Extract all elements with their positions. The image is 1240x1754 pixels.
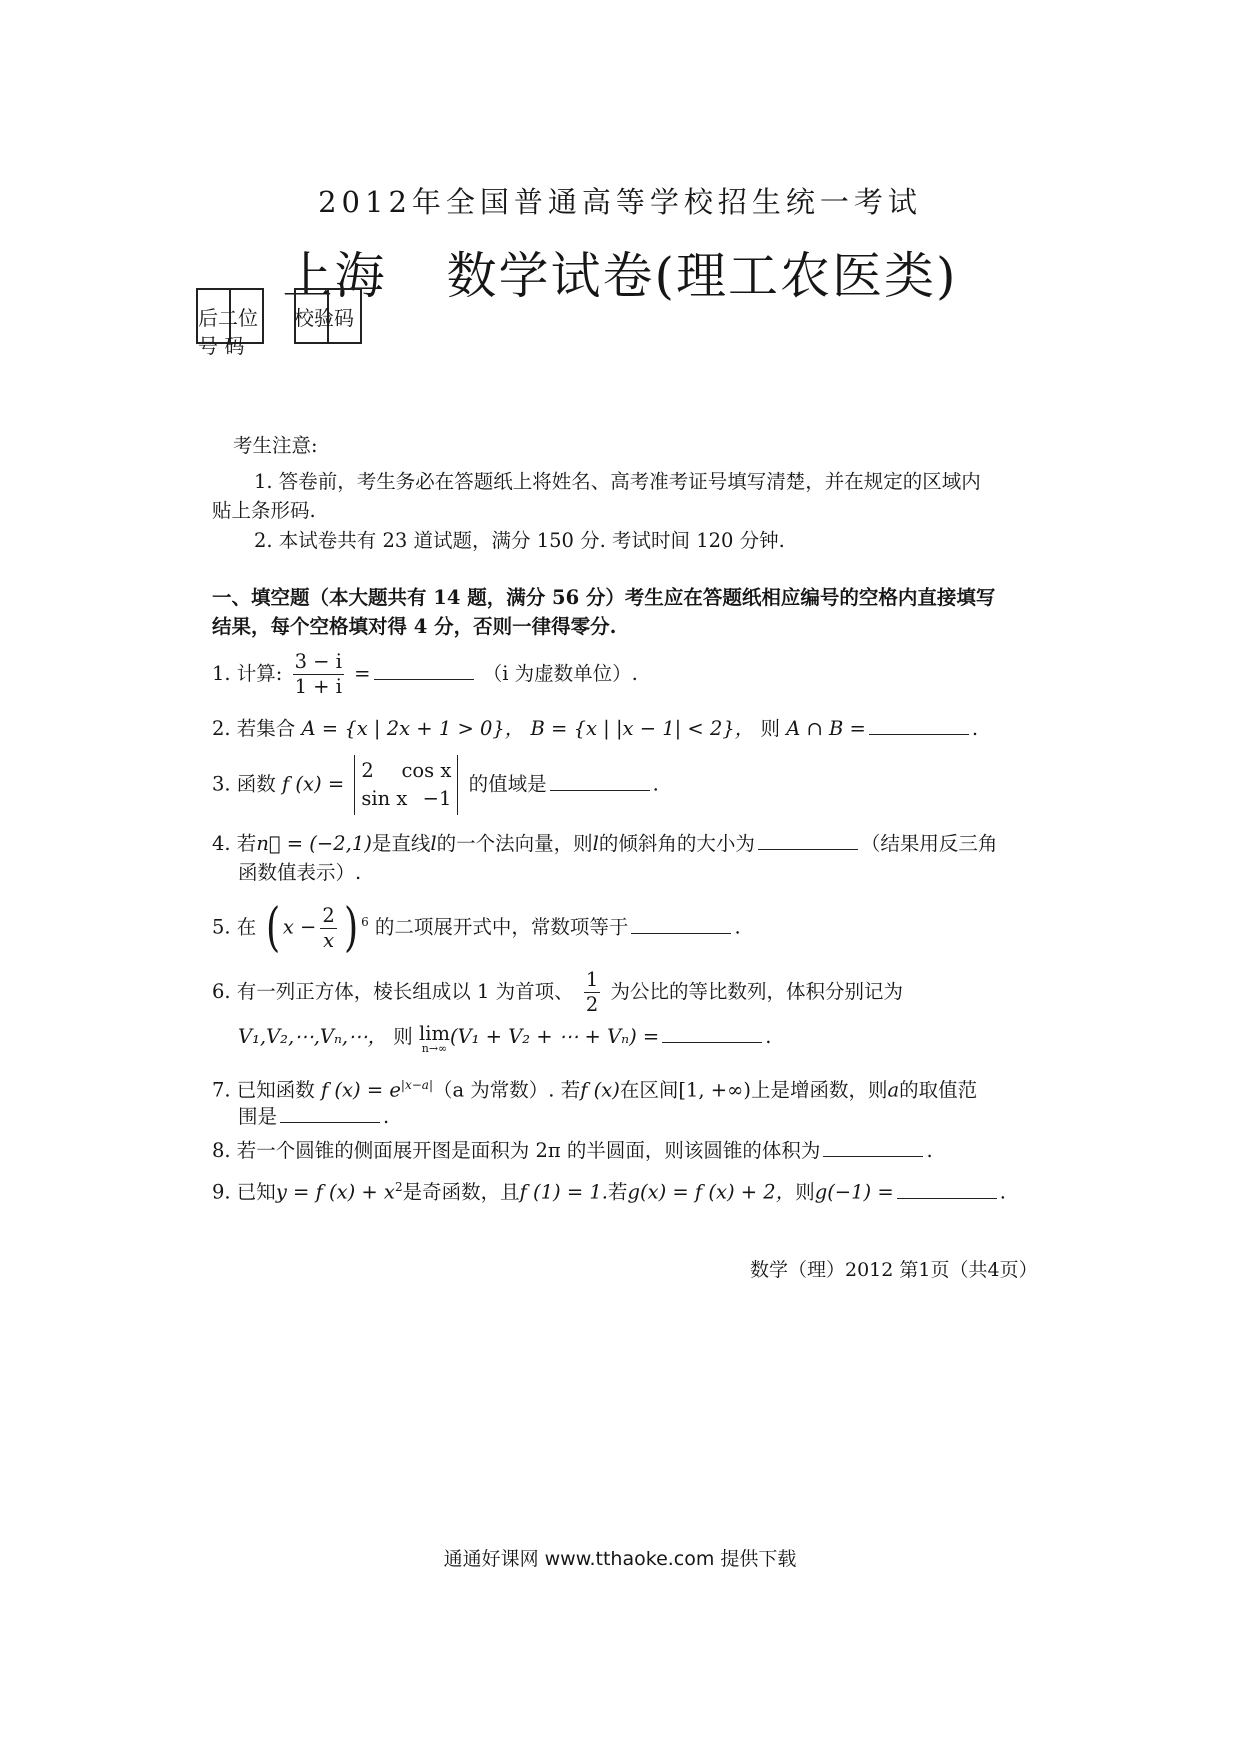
q6-answer-blank[interactable]: [662, 1024, 762, 1043]
exam-title: [0, 236, 1240, 308]
question-2: 2. 若集合 A = {x | 2x + 1 > 0}， B = {x | |x − 1| < 2}， 则 A ∩ B = .: [212, 717, 979, 740]
q1-answer-blank[interactable]: [374, 661, 474, 680]
notice-item-1: 1. 答卷前，考生务必在答题纸上将姓名、高考准考证号填写清楚，并在规定的区域内: [254, 470, 981, 493]
question-9: 9. 已知y = f $(x) + x^2$是奇函数，且f (1) = 1.若g(x) = f (x) + 2，则g(−1) = .: [212, 1180, 1006, 1204]
question-5: 5. 在 ( x − $\frac{2}{x}$ ) $^6$ 的二项展开式中，常数项等于 .: [212, 898, 741, 958]
q5-answer-blank[interactable]: [631, 915, 731, 934]
question-6: 6. 有一列正方体，棱长组成以 1 为首项、 $\frac{1}{2}$ 为公比的等比数列，体积分别记为: [212, 968, 903, 1016]
q2-answer-blank[interactable]: [869, 716, 969, 735]
q3-answer-blank[interactable]: [550, 772, 650, 791]
page-footer: 数学（理）2012 第1页（共4页）: [750, 1259, 1038, 1281]
question-7: 7. 已知函数 f $(x) = e^{|x-a|}(a$ 为常数）. 若f (x)在区间[1, +∞)上是增函数，则a的取值范: [212, 1078, 978, 1102]
title-region: 上海: [282, 247, 387, 305]
q3-determinant: 2 cos x sin x −1: [354, 755, 458, 815]
question-4-cont: 函数值表示）.: [238, 861, 362, 884]
q1-fraction: $\frac{3 - i}{1 + i}$: [294, 650, 342, 698]
id-digit-label: 后二位 号 码: [198, 306, 258, 358]
q8-answer-blank[interactable]: [823, 1138, 923, 1157]
section-1-instructions: 一、填空题（本大题共有 14 题，满分 56 分）考生应在答题纸相应编号的空格内直接填写: [212, 586, 996, 609]
q9-answer-blank[interactable]: [897, 1180, 997, 1199]
q7-answer-blank[interactable]: [280, 1104, 380, 1123]
question-3: 3. 函数 f (x) = 2 cos x sin x −1 的值域是 .: [212, 755, 1032, 815]
title-main: 数学试卷(理工农医类): [446, 247, 958, 305]
question-8: 8. 若一个圆锥的侧面展开图是面积为 2π 的半圆面，则该圆锥的体积为 .: [212, 1139, 933, 1162]
q4-answer-blank[interactable]: [758, 831, 858, 850]
question-1: 1. 计算: $\frac{3 - i}{1 + i}$ = （i 为虚数单位）.: [212, 650, 638, 698]
section-1-instructions-cont: 结果，每个空格填对得 4 分，否则一律得零分.: [212, 615, 617, 638]
notice-item-2: 2. 本试卷共有 23 道试题，满分 150 分. 考试时间 120 分钟.: [254, 529, 785, 552]
notice-heading: 考生注意:: [233, 434, 318, 457]
question-7-cont: 围是 .: [238, 1105, 390, 1128]
question-4: 4. 若n⃗ = (−2,1)是直线l的一个法向量，则l的倾斜角的大小为 （结果用反三角: [212, 832, 998, 855]
question-6-cont: V₁,V₂,⋯,Vₙ,⋯， 则 lim n→∞ (V₁ + V₂ + ⋯ + Vₙ) = .: [238, 1022, 772, 1055]
download-credit: 通通好课网 www.tthaoke.com 提供下载: [443, 1548, 797, 1570]
check-code-label: 校验码: [294, 306, 354, 330]
exam-header-line: 2012年全国普通高等学校招生统一考试: [318, 185, 922, 219]
notice-item-1-cont: 贴上条形码.: [212, 499, 316, 522]
